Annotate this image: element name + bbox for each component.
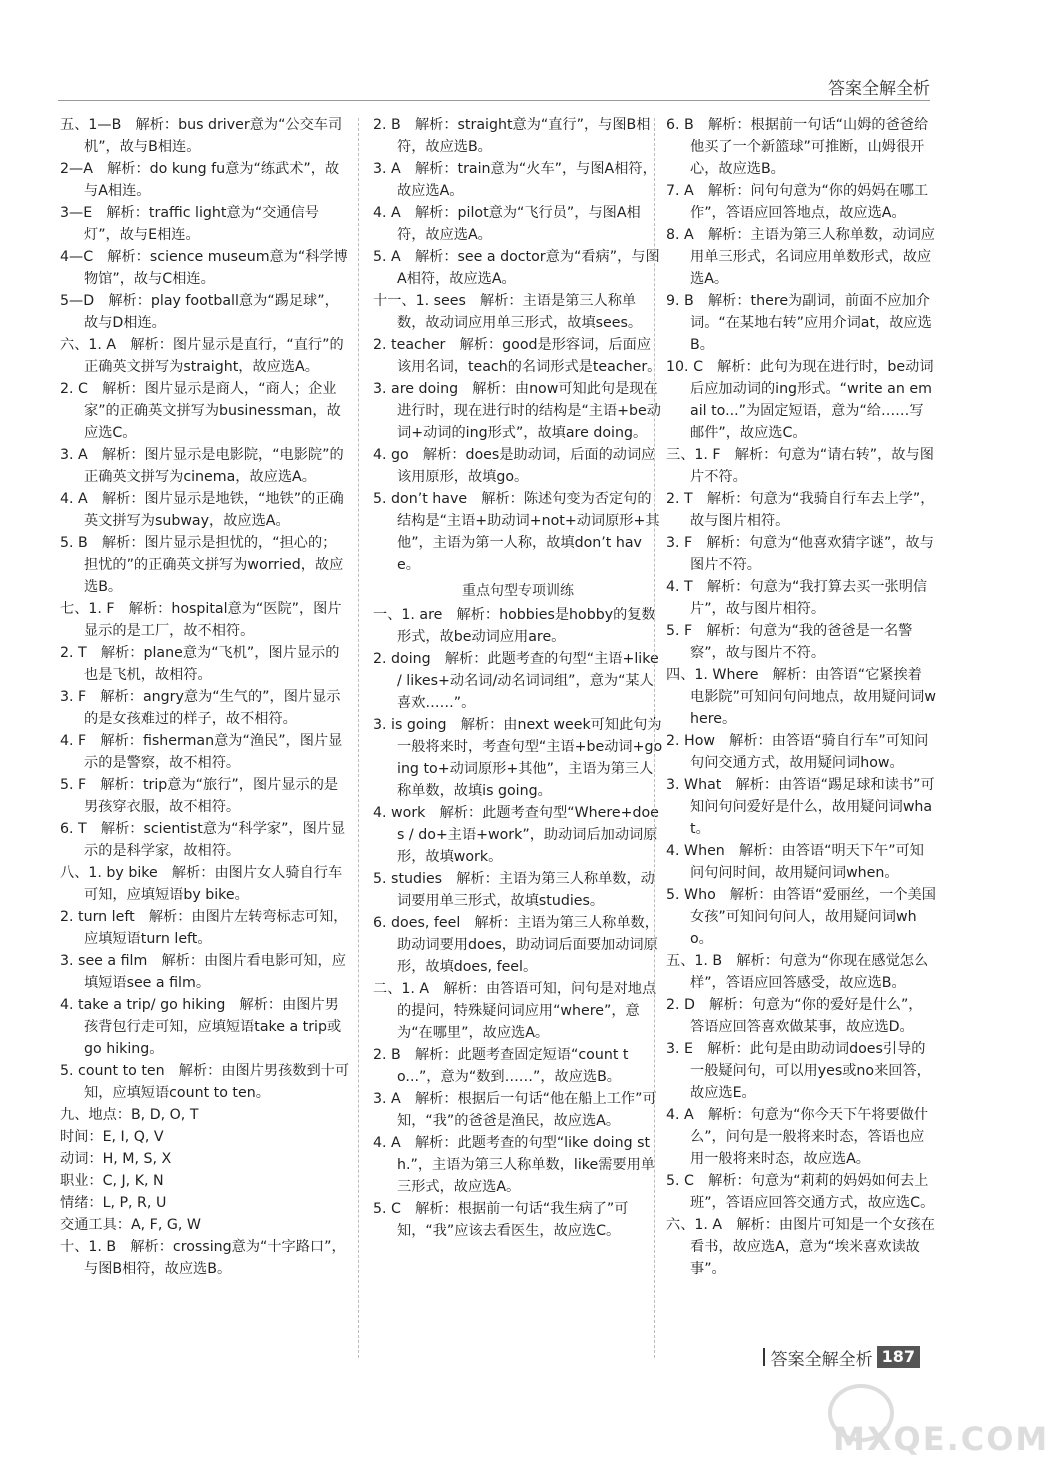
- answer-item: 4. F 解析：fisherman意为“渔民”，图片显示的是警察，故不相符。: [60, 733, 343, 771]
- answer-item: 3. A 解析：train意为“火车”，与图A相符，故应选A。: [373, 161, 657, 199]
- answer-item: 5. F 解析：trip意为“旅行”，图片显示的是男孩穿衣服，故不相符。: [60, 777, 339, 815]
- answer-item: 五、1. B 解析：句意为“你现在感觉怎么样”，答语应回答感受，故应选B。: [666, 953, 929, 991]
- answer-item: 2. C 解析：图片显示是商人，“商人；企业家”的正确英文拼写为businessman，故应选C。: [60, 381, 341, 441]
- answer-item: 4. take a trip/ go hiking 解析：由图片男孩背包行走可知，应填短语take a trip或go hiking。: [60, 997, 342, 1057]
- answer-item: 5. B 解析：图片显示是担忧的，“担心的；担忧的”的正确英文拼写为worried，故应选B。: [60, 535, 344, 595]
- answer-item: 三、1. F 解析：句意为“请右转”，故与图片不符。: [666, 447, 934, 485]
- answer-item: 四、1. Where 解析：由答语“它紧挨着电影院”可知问句问地点，故用疑问词where。: [666, 667, 936, 727]
- answer-item: 3. F 解析：句意为“他喜欢猜字谜”，故与图片不符。: [666, 535, 934, 573]
- answer-item: 交通工具：A, F, G, W: [60, 1217, 201, 1233]
- answer-item: 3. E 解析：此句是由助动词does引导的一般疑问句，可以用yes或no来回答，故应选E。: [666, 1041, 931, 1101]
- column-divider: [358, 118, 359, 1358]
- answer-item: 4. A 解析：图片显示是地铁，“地铁”的正确英文拼写为subway，故应选A。: [60, 491, 344, 529]
- answer-item: 8. A 解析：主语为第三人称单数，动词应用单三形式，名词应用单数形式，故应选A。: [666, 227, 935, 287]
- answer-item: 2. B 解析：straight意为“直行”，与图B相符，故应选B。: [373, 117, 651, 155]
- answer-item: 3. F 解析：angry意为“生气的”，图片显示的是女孩难过的样子，故不相符。: [60, 689, 341, 727]
- page-footer: [763, 1346, 920, 1368]
- answer-item: 5. C 解析：根据前一句话“我生病了”可知，“我”应该去看医生，故应选C。: [373, 1201, 629, 1239]
- answer-item: 2. turn left 解析：由图片左转弯标志可知，应填短语turn left。: [60, 909, 348, 947]
- column-divider: [654, 118, 655, 1358]
- answer-item: 动词：H, M, S, X: [60, 1151, 172, 1167]
- answer-item: 2. How 解析：由答语“骑自行车”可知问句问交通方式，故用疑问词how。: [666, 733, 929, 771]
- answer-item: 3. A 解析：根据后一句话“他在船上工作”可知，“我”的爸爸是渔民，故应选A。: [373, 1091, 657, 1129]
- answer-item: 4. go 解析：does是助动词，后面的动词应该用原形，故填go。: [373, 447, 656, 485]
- answer-item: 6. does, feel 解析：主语为第三人称单数，助动词要用does，助动词后面要加动词原形，故填does, feel。: [373, 915, 659, 975]
- answer-item: 5. count to ten 解析：由图片男孩数到十可知，应填短语count to ten。: [60, 1063, 350, 1101]
- answer-item: 七、1. F 解析：hospital意为“医院”，图片显示的是工厂，故不相符。: [60, 601, 342, 639]
- answer-item: 3. are doing 解析：由now可知此句是现在进行时，现在进行时的结构是“主语+be动词+动词的ing形式”，故填are doing。: [373, 381, 661, 441]
- answer-item: 9. B 解析：there为副词，前面不应加介词。“在某地右转”应用介词at，故应选B。: [666, 293, 932, 353]
- answer-item: 4. A 解析：pilot意为“飞行员”，与图A相符，故应选A。: [373, 205, 641, 243]
- answer-item: 4. When 解析：由答语“明天下午”可知问句问时间，故用疑问词when。: [666, 843, 924, 881]
- answer-item: 4. T 解析：句意为“我打算去买一张明信片”，故与图片相符。: [666, 579, 928, 617]
- answer-item: 3—E 解析：traffic light意为“交通信号灯”，故与E相连。: [60, 205, 319, 243]
- answer-item: 2. B 解析：此题考查固定短语“count to...”，意为“数到……”，故应选B。: [373, 1047, 629, 1085]
- answer-item: 八、1. by bike 解析：由图片女人骑自行车可知，应填短语by bike。: [60, 865, 343, 903]
- answer-item: 十一、1. sees 解析：主语是第三人称单数，故动词应用单三形式，故填sees。: [373, 293, 643, 331]
- header-divider: [58, 100, 930, 101]
- answer-item: 3. is going 解析：由next week可知此句为一般将来时，考查句型“主语+be动词+going to+动词原形+其他”，主语为第三人称单数，故填is going。: [373, 717, 663, 799]
- answer-column-3: [666, 114, 936, 1280]
- answer-item: 3. A 解析：图片显示是电影院，“电影院”的正确英文拼写为cinema，故应选A。: [60, 447, 344, 485]
- answer-item: 职业：C, J, K, N: [60, 1173, 164, 1189]
- answer-item: 7. A 解析：问句句意为“你的妈妈在哪工作”，答语应回答地点，故应选A。: [666, 183, 929, 221]
- answer-item: 3. What 解析：由答语“踢足球和读书”可知问句问爱好是什么，故用疑问词what。: [666, 777, 935, 837]
- answer-item: 2. doing 解析：此题考查的句型“主语+like / likes+动名词/动名词词组”，意为“某人喜欢……”。: [373, 651, 659, 711]
- answer-item: 3. see a film 解析：由图片看电影可知，应填短语see a film。: [60, 953, 346, 991]
- answer-item: 一、1. are 解析：hobbies是hobby的复数形式，故be动词应用are。: [373, 607, 656, 645]
- answer-column-1: [60, 114, 350, 1280]
- answer-item: 5—D 解析：play football意为“踢足球”，故与D相连。: [60, 293, 339, 331]
- answer-item: 10. C 解析：此句为现在进行时，be动词后应加动词的ing形式。“write an email to...”为固定短语，意为“给……写邮件”，故应选C。: [666, 359, 934, 441]
- answer-item: 九、地点：B, D, O, T: [60, 1107, 199, 1123]
- answer-item: 4. A 解析：此题考查的句型“like doing sth.”，主语为第三人称单数，like需要用单三形式，故应选A。: [373, 1135, 655, 1195]
- answer-item: 5. A 解析：see a doctor意为“看病”，与图A相符，故应选A。: [373, 249, 660, 287]
- answer-column-2: [373, 114, 663, 1242]
- answer-item: 2. teacher 解析：good是形容词，后面应该用名词，teach的名词形式是teacher。: [373, 337, 662, 375]
- page-number: 187: [877, 1346, 920, 1368]
- page-header-title: 答案全解全析: [828, 79, 930, 99]
- answer-item: 6. T 解析：scientist意为“科学家”，图片显示的是科学家，故相符。: [60, 821, 346, 859]
- answer-item: 6. B 解析：根据前一句话“山姆的爸爸给他买了一个新篮球”可推断，山姆很开心，故应选B。: [666, 117, 929, 177]
- answer-item: 5. C 解析：句意为“莉莉的妈妈如何去上班”，答语应回答交通方式，故应选C。: [666, 1173, 935, 1211]
- answer-item: 二、1. A 解析：由答语可知，问句是对地点的提问，特殊疑问词应用“where”，意为“在哪里”，故应选A。: [373, 981, 657, 1041]
- answer-item: 五、1—B 解析：bus driver意为“公交车司机”，故与B相连。: [60, 117, 343, 155]
- answer-item: 2. D 解析：句意为“你的爱好是什么”，答语应回答喜欢做某事，故应选D。: [666, 997, 923, 1035]
- answer-item: 2. T 解析：句意为“我骑自行车去上学”，故与图片相符。: [666, 491, 935, 529]
- answer-item: 4. A 解析：句意为“你今天下午将要做什么”，问句是一般将来时态，答语也应用一般将来时态，故应选A。: [666, 1107, 929, 1167]
- answer-item: 时间：E, I, Q, V: [60, 1129, 164, 1145]
- answer-item: 六、1. A 解析：由图片可知是一个女孩在看书，故应选A，意为“埃米喜欢读故事”。: [666, 1217, 935, 1277]
- footer-bar: [763, 1348, 765, 1366]
- section-title: 重点句型专项训练: [462, 583, 574, 599]
- answer-item: 2. T 解析：plane意为“飞机”，图片显示的也是飞机，故相符。: [60, 645, 340, 683]
- answer-item: 4. work 解析：此题考查句型“Where+does / do+主语+work”，助动词后加动词原形，故填work。: [373, 805, 659, 865]
- watermark-url: MXQE.COM: [833, 1420, 1049, 1458]
- answer-item: 十、1. B 解析：crossing意为“十字路口”，与图B相符，故应选B。: [60, 1239, 346, 1277]
- answer-item: 5. Who 解析：由答语“爱丽丝，一个美国女孩”可知问句问人，故用疑问词who。: [666, 887, 936, 947]
- answer-item: 5. don’t have 解析：陈述句变为否定句的结构是“主语+助动词+not+动词原形+其他”，主语为第一人称，故填don’t have。: [373, 491, 660, 573]
- answer-item: 六、1. A 解析：图片显示是直行，“直行”的正确英文拼写为straight，故应选A。: [60, 337, 344, 375]
- answer-item: 情绪：L, P, R, U: [60, 1195, 167, 1211]
- answer-item: 4—C 解析：science museum意为“科学博物馆”，故与C相连。: [60, 249, 348, 287]
- footer-label: 答案全解全析: [770, 1349, 873, 1370]
- answer-item: 2—A 解析：do kung fu意为“练武术”，故与A相连。: [60, 161, 340, 199]
- answer-item: 5. F 解析：句意为“我的爸爸是一名警察”，故与图片不符。: [666, 623, 913, 661]
- answer-item: 5. studies 解析：主语为第三人称单数，动词要用单三形式，故填studies。: [373, 871, 655, 909]
